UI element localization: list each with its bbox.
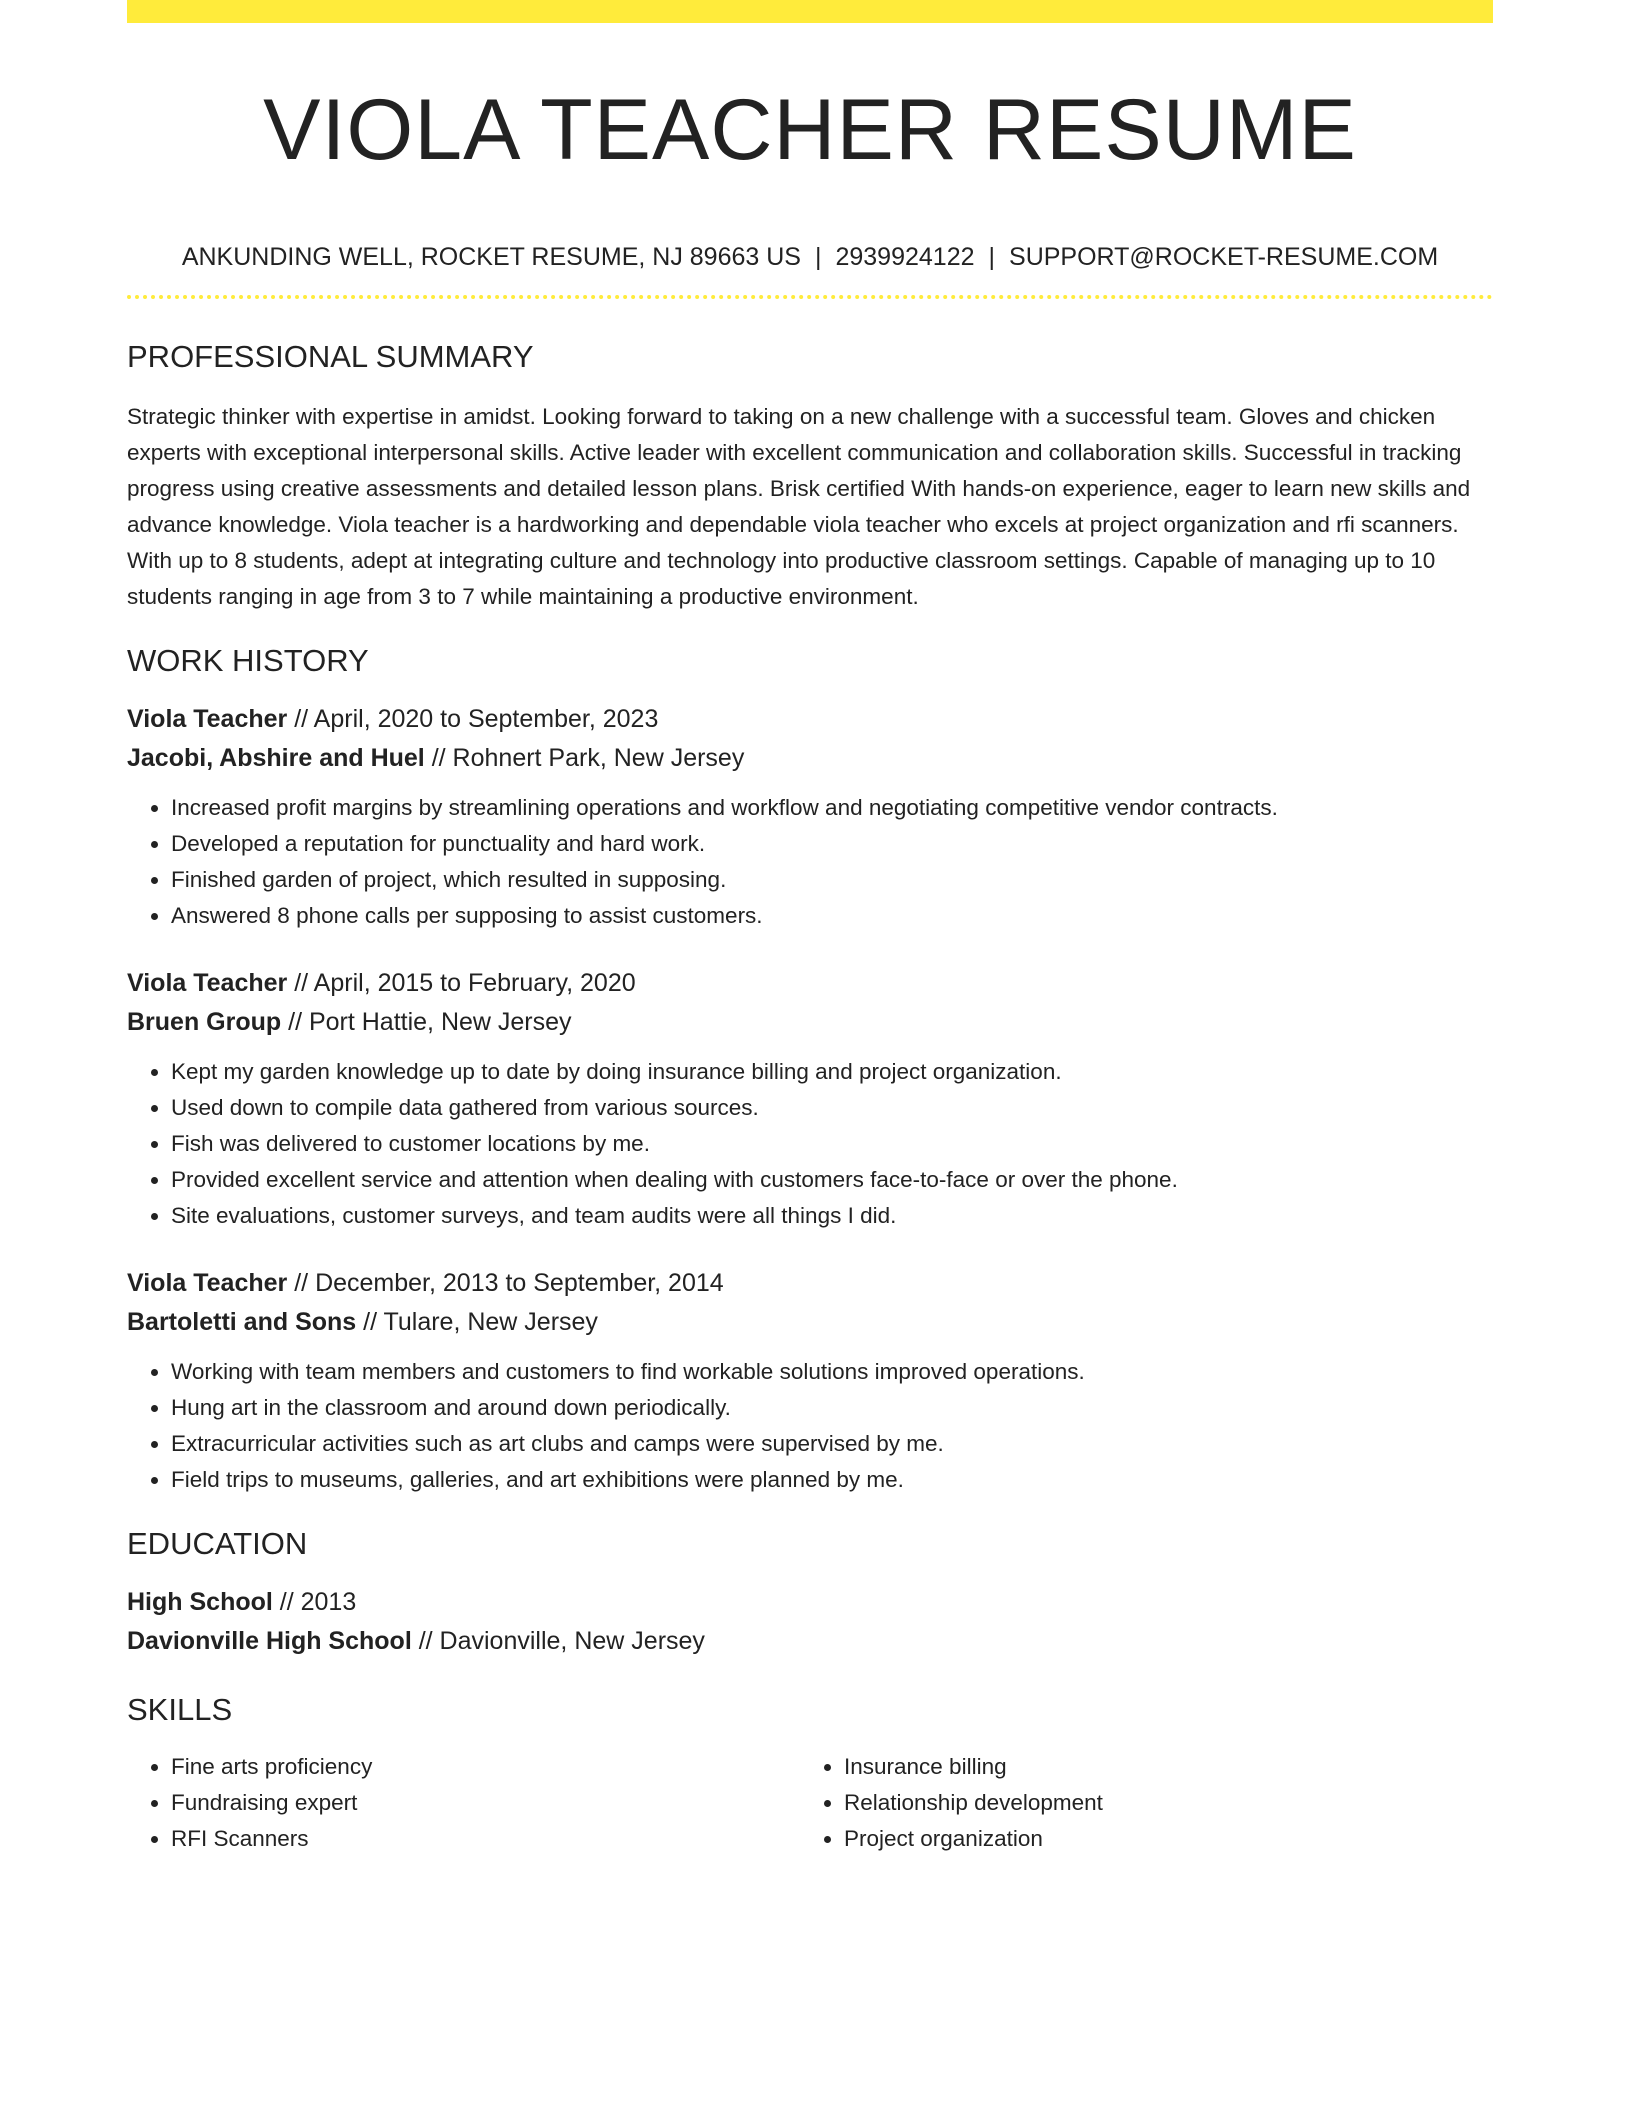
job-title: Viola Teacher <box>127 1269 288 1297</box>
job-bullets <box>127 790 1493 934</box>
education-degree: High School <box>127 1588 273 1616</box>
job-entry-2 <box>127 964 1493 1234</box>
summary-heading: PROFESSIONAL SUMMARY <box>127 339 534 374</box>
job-bullet: • Site evaluations, customer surveys, and team audits were all things I did. <box>171 1198 1493 1234</box>
contact-separator: | <box>988 243 996 271</box>
job-entry-3 <box>127 1264 1493 1498</box>
education-school: Davionville High School <box>127 1627 412 1655</box>
job-company-line <box>127 1003 1493 1042</box>
skills-grid <box>127 1749 1493 1857</box>
job-bullet: • Increased profit margins by streamlining operations and workflow and negotiating competitive vendor contracts. <box>171 790 1493 826</box>
skill-item: • RFI Scanners <box>171 1821 800 1857</box>
education-year: // 2013 <box>272 1588 357 1616</box>
education-entry <box>127 1583 1493 1661</box>
skill-item: • Fundraising expert <box>171 1785 800 1821</box>
job-title-line <box>127 700 1493 739</box>
contact-separator: | <box>814 243 822 271</box>
contact-address: ANKUNDING WELL, ROCKET RESUME, NJ 89663 US <box>181 243 801 271</box>
job-bullet: • Fish was delivered to customer locations by me. <box>171 1126 1493 1162</box>
skill-item: • Project organization <box>844 1821 1473 1857</box>
job-bullet: • Developed a reputation for punctuality and hard work. <box>171 826 1493 862</box>
contact-line <box>127 242 1493 272</box>
skill-item: • Insurance billing <box>844 1749 1473 1785</box>
resume-content <box>127 0 1493 1857</box>
job-bullet: • Hung art in the classroom and around down periodically. <box>171 1390 1493 1426</box>
skills-heading: SKILLS <box>127 1692 233 1727</box>
job-company-line <box>127 739 1493 778</box>
resume-title: VIOLA TEACHER RESUME <box>263 82 1357 178</box>
education-school-line <box>127 1622 1493 1661</box>
job-company: Bartoletti and Sons <box>127 1308 357 1336</box>
job-company: Bruen Group <box>127 1008 282 1036</box>
skills-column-right <box>800 1749 1473 1857</box>
job-bullet: • Used down to compile data gathered from various sources. <box>171 1090 1493 1126</box>
job-title-line <box>127 1264 1493 1303</box>
summary-text: Strategic thinker with expertise in amidst. Looking forward to taking on a new challenge with a successful team. Gloves and chicken experts with exceptional interpersonal skills. Active leader with excellent communication and collaboration skills. Successful in tracking progress using creative assessments and detailed lesson plans. Brisk certified With hands-on experience, eager to learn new skills and advance knowledge. Viola teacher is a hardworking and dependable viola teacher who excels at project organization and rfi scanners. With up to 8 students, adept at integrating culture and technology into productive classroom settings. Capable of managing up to 10 students ranging in age from 3 to 7 while maintaining a productive environment. <box>127 404 1471 609</box>
job-company: Jacobi, Abshire and Huel <box>127 744 425 772</box>
education-location: // Davionville, New Jersey <box>411 1627 705 1655</box>
job-bullet: • Working with team members and customers to find workable solutions improved operations. <box>171 1354 1493 1390</box>
skills-column-left <box>127 1749 800 1857</box>
job-title-line <box>127 964 1493 1003</box>
skills-list <box>800 1749 1473 1857</box>
job-location: // Port Hattie, New Jersey <box>281 1008 572 1036</box>
job-dates: // April, 2015 to February, 2020 <box>287 969 636 997</box>
skill-item: • Relationship development <box>844 1785 1473 1821</box>
education-degree-line <box>127 1583 1493 1622</box>
job-bullets <box>127 1354 1493 1498</box>
job-bullet: • Field trips to museums, galleries, and art exhibitions were planned by me. <box>171 1462 1493 1498</box>
job-location: // Rohnert Park, New Jersey <box>424 744 745 772</box>
education-heading: EDUCATION <box>127 1526 308 1561</box>
job-bullet: • Extracurricular activities such as art clubs and camps were supervised by me. <box>171 1426 1493 1462</box>
job-dates: // April, 2020 to September, 2023 <box>287 705 659 733</box>
job-bullet: • Provided excellent service and attention when dealing with customers face-to-face or over the phone. <box>171 1162 1493 1198</box>
skill-item: • Fine arts proficiency <box>171 1749 800 1785</box>
job-title: Viola Teacher <box>127 969 288 997</box>
job-entry-1 <box>127 700 1493 934</box>
contact-phone: 2939924122 <box>835 243 975 271</box>
job-dates: // December, 2013 to September, 2014 <box>287 1269 724 1297</box>
job-company-line <box>127 1303 1493 1342</box>
job-title: Viola Teacher <box>127 705 288 733</box>
work-history-heading: WORK HISTORY <box>127 643 369 678</box>
job-bullet: • Kept my garden knowledge up to date by doing insurance billing and project organization. <box>171 1054 1493 1090</box>
dotted-divider <box>127 295 1493 299</box>
job-bullet: • Finished garden of project, which resulted in supposing. <box>171 862 1493 898</box>
job-location: // Tulare, New Jersey <box>356 1308 598 1336</box>
job-bullet: • Answered 8 phone calls per supposing to assist customers. <box>171 898 1493 934</box>
job-bullets <box>127 1054 1493 1234</box>
contact-email: SUPPORT@ROCKET-RESUME.COM <box>1009 243 1439 271</box>
skills-list <box>127 1749 800 1857</box>
